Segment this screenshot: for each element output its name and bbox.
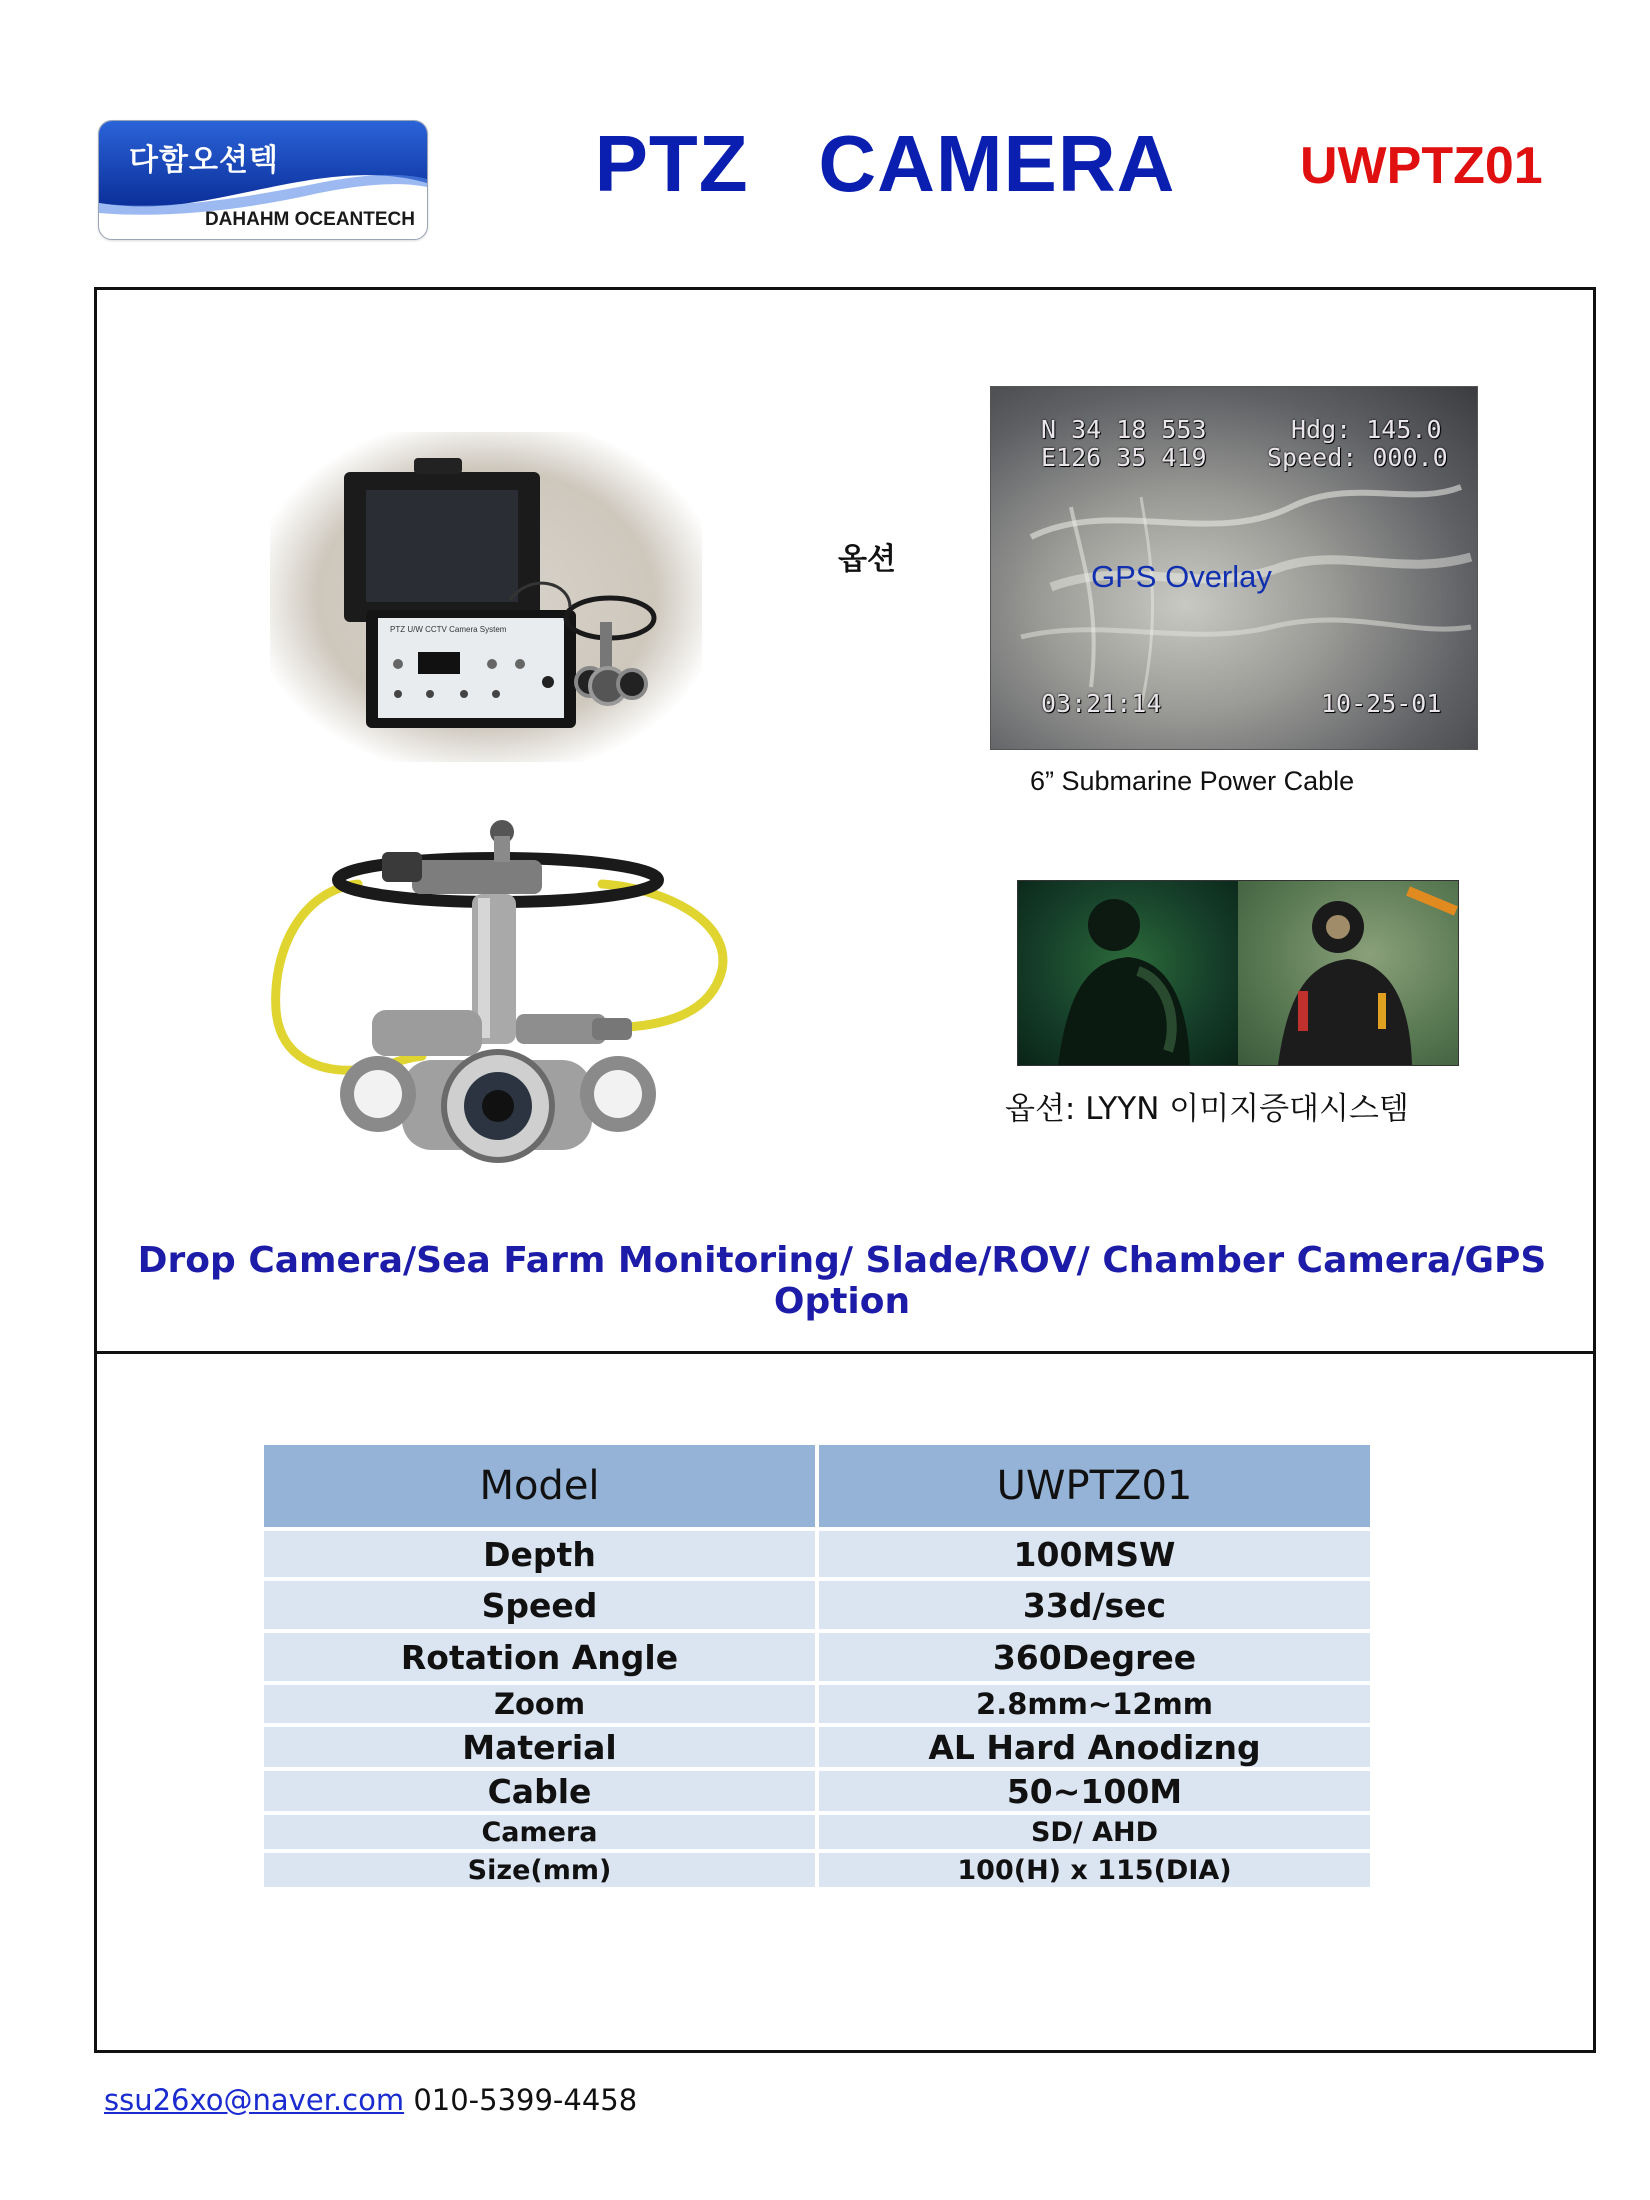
table-row [264, 1685, 1374, 1723]
control-box-photo [270, 432, 702, 762]
lyyn-after-image [1238, 881, 1458, 1065]
spec-label: Cable [264, 1771, 815, 1811]
gps-overlay-photo [990, 386, 1478, 750]
lyyn-before-image [1018, 881, 1238, 1065]
phone-number: 010-5399-4458 [413, 2083, 638, 2117]
table-row [264, 1771, 1374, 1811]
spec-table [264, 1445, 1374, 1887]
company-logo [98, 120, 428, 240]
contact-footer [104, 2083, 637, 2117]
spec-label: Rotation Angle [264, 1633, 815, 1681]
gps-date: 10-25-01 [1321, 689, 1442, 718]
gps-heading: Hdg: 145.0 [1291, 415, 1442, 444]
model-code: UWPTZ01 [1300, 137, 1543, 195]
section-divider [94, 1351, 1596, 1354]
spec-label: Zoom [264, 1685, 815, 1723]
gps-speed: Speed: 000.0 [1267, 443, 1448, 472]
spec-label: Depth [264, 1531, 815, 1577]
gps-longitude: E126 35 419 [1041, 443, 1207, 472]
gps-photo-caption: 6” Submarine Power Cable [1030, 766, 1355, 796]
spec-header-value: UWPTZ01 [819, 1445, 1370, 1527]
spec-value: 2.8mm~12mm [819, 1685, 1370, 1723]
table-row [264, 1633, 1374, 1681]
lyyn-comparison-photo [1017, 880, 1459, 1066]
table-row [264, 1581, 1374, 1629]
spec-value: AL Hard Anodizng [819, 1727, 1370, 1767]
table-row [264, 1531, 1374, 1577]
logo-english-text: DAHAHM OCEANTECH [204, 209, 415, 230]
spec-value: 33d/sec [819, 1581, 1370, 1629]
ptz-camera-photo [262, 810, 732, 1180]
spec-label: Material [264, 1727, 815, 1767]
diver-after-illustration [1238, 881, 1458, 1065]
spec-value: 50~100M [819, 1771, 1370, 1811]
gps-latitude: N 34 18 553 [1041, 415, 1207, 444]
panel-label: PTZ U/W CCTV Camera System [390, 625, 507, 634]
application-subtitle: Drop Camera/Sea Farm Monitoring/ Slade/ROV/ Chamber Camera/GPS Option [137, 1240, 1547, 1322]
ptz-camera-illustration [262, 810, 732, 1180]
diver-before-illustration [1018, 881, 1238, 1065]
table-row [264, 1727, 1374, 1767]
page-title: PTZ CAMERA [594, 119, 1176, 208]
table-row [264, 1853, 1374, 1887]
spec-value: 100MSW [819, 1531, 1370, 1577]
spec-label: Speed [264, 1581, 815, 1629]
spec-value: SD/ AHD [819, 1815, 1370, 1849]
gps-time: 03:21:14 [1041, 689, 1162, 718]
email-link[interactable]: ssu26xo@naver.com [104, 2083, 405, 2117]
spec-value: 360Degree [819, 1633, 1370, 1681]
spec-table-header [264, 1445, 1374, 1527]
table-row [264, 1815, 1374, 1849]
lyyn-caption: 옵션: LYYN 이미지증대시스템 [1005, 1091, 1409, 1127]
control-box-illustration [270, 432, 702, 762]
logo-korean-text: 다함오션텍 [129, 143, 279, 178]
spec-label: Camera [264, 1815, 815, 1849]
spec-header-label: Model [264, 1445, 815, 1527]
option-label: 옵션 [838, 542, 896, 577]
gps-overlay-label: GPS Overlay [1091, 559, 1272, 594]
spec-value: 100(H) x 115(DIA) [819, 1853, 1370, 1887]
spec-label: Size(mm) [264, 1853, 815, 1887]
